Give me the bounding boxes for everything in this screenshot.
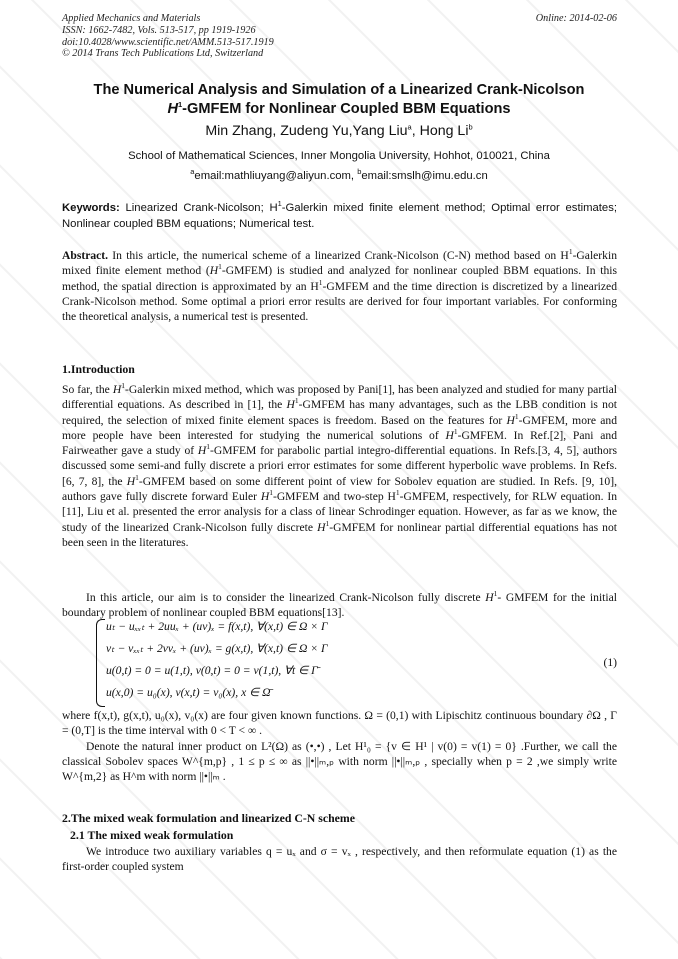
sup: 1 <box>318 277 323 287</box>
h-symbol: H <box>260 490 270 504</box>
intro-text: -GMFEM for nonlinear partial differential equations has not been seen in the literatures. <box>62 520 617 549</box>
author-list-2: , Hong Li <box>411 123 469 139</box>
paper-title <box>30 81 648 119</box>
abstract-label: Abstract. <box>62 249 109 262</box>
sup: 1 <box>325 518 330 528</box>
equation-line-4: u(x,0) = u₀(x), v(x,t) = v₀(x), x ∈ Ω̄ <box>106 686 271 699</box>
abstract-text: -Galerkin mixed finite element method ( <box>62 249 617 278</box>
intro-text: -GMFEM and two-step H <box>272 490 396 504</box>
h-symbol: H <box>112 383 122 396</box>
title-line-2 <box>30 100 648 119</box>
h-symbol: H <box>197 444 207 458</box>
h-symbol: H <box>317 520 326 534</box>
intro-text: -GMFEM, respectively, for RLW equation. In [11], Liu et al. presented the error analysis for a class of linear Schrodinger equation. However, as far as we know, the study of the linearized Crank-Nicolson fully discrete <box>62 490 617 534</box>
sup: 1 <box>121 381 125 391</box>
h-symbol: H <box>485 591 494 604</box>
h-symbol: H <box>445 428 454 442</box>
emails <box>0 167 678 182</box>
sup: 1 <box>493 589 498 599</box>
sup: 1 <box>453 427 458 437</box>
sup: 1 <box>218 262 222 272</box>
equation-system <box>96 619 617 707</box>
title-rest: -GMFEM for Nonlinear Coupled BBM Equations <box>182 101 511 117</box>
authors <box>0 123 678 139</box>
copyright: © 2014 Trans Tech Publications Ltd, Switzerland <box>62 48 264 60</box>
intro-text: -Galerkin mixed method, which was proposed by Pani[1], has been analyzed and studied for many partial differential equations. As described in [1], the <box>62 383 617 412</box>
sup: 1 <box>294 396 299 406</box>
sup: 1 <box>395 488 400 498</box>
keywords-text-2: -Galerkin mixed finite element method; Optimal error estimates; Nonlinear coupled BBM equations; Numerical test. <box>62 202 617 230</box>
where-text: where f(x,t), g(x,t), u₀(x), v₀(x) are four given known functions. Ω = (0,1) with Lipischitz continuous boundary ∂Ω , Γ = (0,T] is the time interval with 0 < T < ∞ . <box>62 709 617 738</box>
online-date: Online: 2014-02-06 <box>535 13 617 24</box>
sup: 1 <box>568 247 573 257</box>
equation-line-1: uₜ − uₓₓₜ + 2uuₓ + (uv)ₓ = f(x,t), ∀(x,t) ∈ Ω × Γ <box>106 620 328 633</box>
title-h: H <box>167 101 178 117</box>
abstract-text: -GMFEM and the time direction is discretized by a linearized Crank-Nicolson method. Some optimal a priori error results are derived for four important variables. For conforming the theoretical analysis, a numerical test is presented. <box>62 279 617 324</box>
h-symbol: H <box>506 413 515 427</box>
intro-text: -GMFEM, more and more people have been interested for studying the numerical solutions of <box>62 413 617 442</box>
abstract-text: -GMFEM) is studied and analyzed for nonlinear coupled BBM equations. In this method, the spatial direction is approximated by an H <box>62 264 617 293</box>
h-symbol: H <box>209 264 219 278</box>
keywords-text-1: Linearized Crank-Nicolson; H <box>119 202 278 214</box>
journal-name: Applied Mechanics and Materials <box>62 13 201 24</box>
issn: ISSN: 1662-7482, Vols. 513-517, pp 1919-1926 <box>62 24 256 36</box>
author-list-1: Min Zhang, Zudeng Yu,Yang Liu <box>205 123 408 139</box>
intro-text: - GMFEM for the initial boundary problem of nonlinear coupled BBM equations[13]. <box>62 591 617 620</box>
email-sup-b: b <box>357 167 362 177</box>
subsection-heading-2-1: 2.1 The mixed weak formulation <box>70 828 234 842</box>
introduction-paragraph-2 <box>62 590 617 621</box>
sup: 1 <box>135 472 139 482</box>
left-brace <box>96 619 105 707</box>
author-sup-a: a <box>407 122 412 132</box>
h-symbol: H <box>126 474 136 488</box>
intro-text: So far, the <box>62 383 113 396</box>
section-heading-2: 2.The mixed weak formulation and linearized C-N scheme <box>62 811 355 825</box>
abstract-text: In this article, the numerical scheme of a linearized Crank-Nicolson (C-N) method based on H <box>108 249 569 262</box>
author-sup-b: b <box>468 122 473 132</box>
definitions-text: Denote the natural inner product on L²(Ω) as (•,•) , Let H¹₀ = {v ∈ H¹ | v(0) = v(1) = 0} .Further, we call the classical Sobolev spaces W^{m,p} , 1 ≤ p ≤ ∞ as ||•||ₘ,ₚ with norm ||•||ₘ,ₚ , specially when p = 2 ,we simply write W^{m,2} as H^m with norm ||•||ₘ . <box>62 739 617 784</box>
sup: 1 <box>206 442 210 452</box>
title-sup: 1 <box>178 100 183 110</box>
affiliation: School of Mathematical Sciences, Inner Mongolia University, Hohhot, 010021, China <box>128 150 550 162</box>
email-a[interactable]: email:mathliuyang@aliyun.com, <box>194 170 358 182</box>
keywords-sup: 1 <box>277 199 282 209</box>
abstract <box>62 248 617 324</box>
keywords <box>62 201 617 232</box>
title-line-1: The Numerical Analysis and Simulation of a Linearized Crank-Nicolson <box>93 82 585 98</box>
intro-text: -GMFEM based on some different point of view for Sobolev equation are studied. In Refs. [9, 10], authors gave fully discrete forward Euler <box>62 474 617 504</box>
intro-text: In this article, our aim is to consider the linearized Crank-Nicolson fully discrete <box>86 591 486 604</box>
journal-header <box>62 13 274 60</box>
intro-text: -GMFEM has many advantages, such as the LBB condition is not required, the selection of mixed finite element spaces is freedom. Based on the features for <box>62 398 617 427</box>
where-paragraph <box>62 708 617 784</box>
sup: 1 <box>269 488 273 498</box>
email-b[interactable]: email:smslh@imu.edu.cn <box>361 170 488 182</box>
intro-text: -GMFEM for parabolic partial integro-differential equations. In Refs.[3, 4, 5], authors discussed some semi-and fully discrete a priori error estimates for some different hyperbolic wave problems. In Refs. [6, 7, 8], the <box>62 444 617 488</box>
doi: doi:10.4028/www.scientific.net/AMM.513-517.1919 <box>62 36 274 48</box>
email-sup-a: a <box>190 167 195 177</box>
sup: 1 <box>514 411 519 421</box>
introduction-paragraph <box>62 382 617 550</box>
equation-line-3: u(0,t) = 0 = u(1,t), v(0,t) = 0 = v(1,t), ∀t ∈ Γ̄ <box>106 664 318 677</box>
intro-text: -GMFEM. In Ref.[2], Pani and Fairweather gave a study of <box>62 428 618 458</box>
keywords-label: Keywords: <box>62 202 120 214</box>
equation-number: (1) <box>603 656 617 669</box>
h-symbol: H <box>286 398 295 412</box>
section-heading-introduction: 1.Introduction <box>62 362 135 376</box>
equation-line-2: vₜ − vₓₓₜ + 2vvₓ + (uv)ₓ = g(x,t), ∀(x,t) ∈ Ω × Γ <box>106 642 328 655</box>
section-2-paragraph: We introduce two auxiliary variables q = uₓ and σ = vₓ , respectively, and then reformulate equation (1) as the first-order coupled system <box>62 845 617 874</box>
